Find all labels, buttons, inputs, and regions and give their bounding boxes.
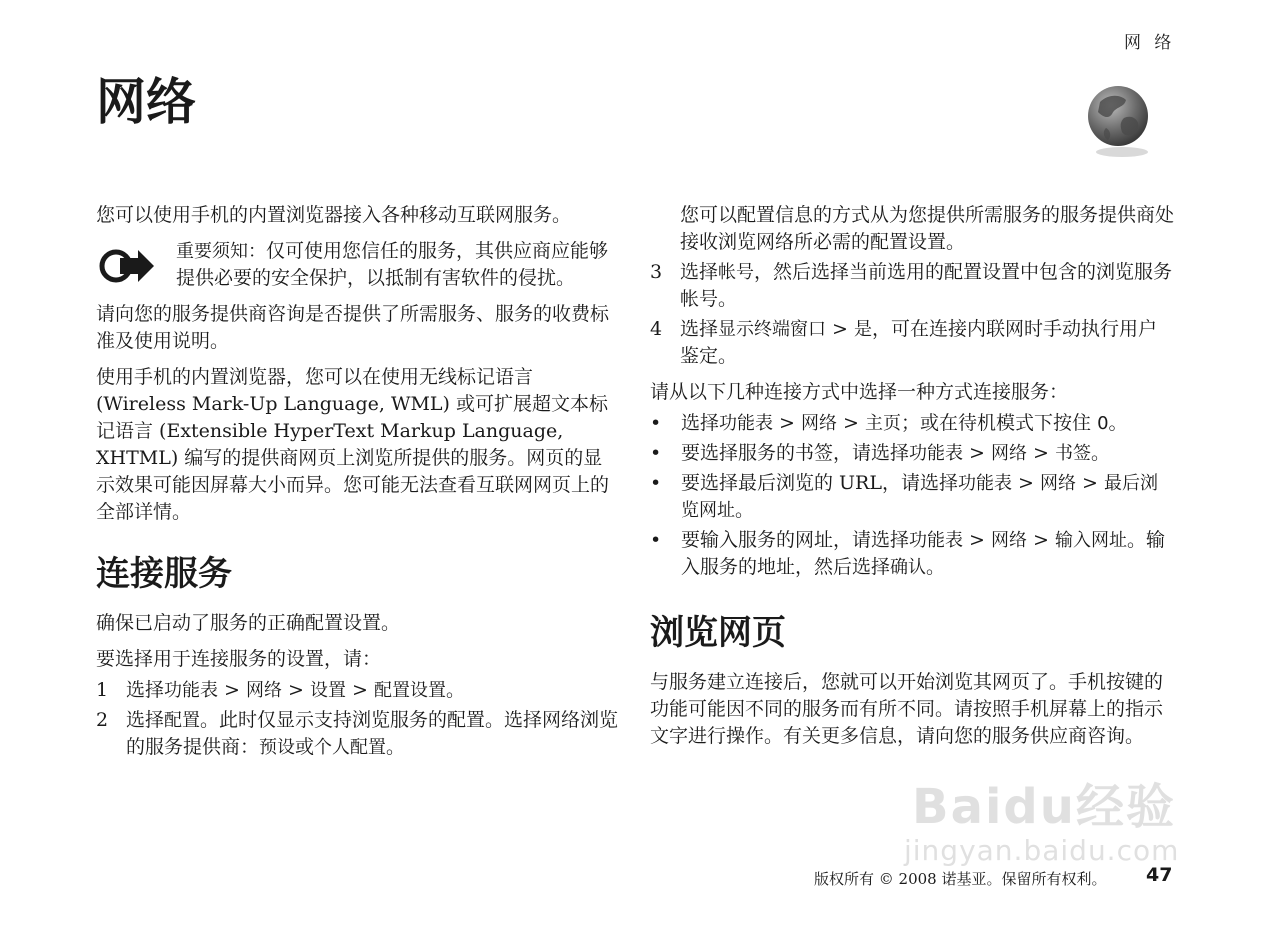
note-text: 仅可使用您信任的服务，其供应商应能够提供必要的安全保护，以抵制有害软件的侵扰。 [176, 240, 609, 289]
step-text: 选择 [126, 679, 165, 701]
bullet-mark: • [650, 472, 662, 494]
step-text: 。此时仅显示支持浏览服务的配置。选择网络浏览的服务提供商： [126, 709, 619, 758]
note-label: 重要须知： [176, 241, 266, 262]
menu-term: 网络 [801, 413, 838, 434]
menu-term: 网络 [1039, 473, 1076, 494]
list-item [650, 440, 1174, 467]
item-text: 。 [1091, 442, 1111, 464]
separator: > [1027, 529, 1056, 551]
step-text: 。 [446, 679, 466, 701]
item-text: 选择 [681, 412, 720, 434]
watermark-logo: Baidu经验 [912, 779, 1176, 835]
bullet-mark: • [650, 412, 662, 434]
connect-paragraph-2: 要选择用于连接服务的设置，请： [96, 648, 382, 670]
left-column [96, 202, 620, 764]
menu-term: 功能表 [909, 443, 964, 464]
menu-term: 最后浏览网址 [681, 473, 1158, 521]
step-text: ，可在连接内联网时手动执行用户鉴定。 [680, 318, 1158, 367]
menu-term: 功能表 [719, 413, 774, 434]
item-text: 要输入服务的网址，请选择 [681, 529, 910, 551]
item-text: 。输入服务的地址，然后选择 [681, 529, 1166, 578]
menu-term: 配置设置 [374, 680, 447, 701]
section-heading-browse: 浏览网页 [650, 613, 786, 653]
menu-term: 功能表 [164, 680, 219, 701]
item-text: 。 [735, 499, 755, 521]
separator: > [1011, 472, 1040, 494]
page-number: 47 [1146, 864, 1173, 886]
footer-copyright: 版权所有 © 2008 诺基亚。保留所有权利。 [814, 870, 1107, 888]
item-text: 。 [926, 556, 946, 578]
separator: > [963, 442, 992, 464]
connect-paragraph-1: 确保已启动了服务的正确配置设置。 [96, 612, 401, 634]
step-text: 选择 [680, 261, 719, 283]
separator: > [282, 679, 311, 701]
step-3 [650, 259, 1174, 313]
section-heading-connect: 连接服务 [96, 554, 232, 594]
list-item [650, 410, 1174, 437]
step-text: 。 [386, 736, 406, 758]
right-column [650, 202, 1174, 759]
item-text: 。 [1108, 412, 1128, 434]
step-text: 选择 [126, 709, 165, 731]
key-term: 0 [1097, 413, 1109, 434]
menu-term: 预设 [259, 737, 296, 758]
item-text: 要选择最后浏览的 URL，请选择 [681, 472, 958, 494]
menu-term: 主页 [865, 413, 902, 434]
browser-paragraph: 使用手机的内置浏览器，您可以在使用无线标记语言 (Wireless Mark-Up Language, WML) 或可扩展超文本标记语言 (Extensible HyperText Markup Language, XHTML) 编写的提供商网页上浏览所提供的服务。网页的显示效果可能因屏幕大小而异。您可能无法查看互联网网页上的全部详情。 [96, 366, 610, 523]
important-note-icon [98, 246, 156, 294]
continued-paragraph: 您可以配置信息的方式从为您提供所需服务的服务提供商处接收浏览网络所必需的配置设置。 [680, 204, 1175, 253]
menu-term: 书签 [1055, 443, 1092, 464]
menu-term: 设置 [310, 680, 347, 701]
item-text: 要选择服务的书签，请选择 [681, 442, 910, 464]
menu-term: 帐号 [718, 262, 755, 283]
header-section-label: 网 络 [1124, 33, 1176, 53]
list-item [650, 470, 1174, 524]
step-4 [650, 316, 1174, 370]
intro-paragraph: 您可以使用手机的内置浏览器接入各种移动互联网服务。 [96, 204, 572, 226]
step-1 [96, 677, 620, 704]
menu-term: 功能表 [909, 530, 964, 551]
menu-term: 网络 [991, 443, 1028, 464]
chapter-title: 网络 [96, 72, 196, 131]
separator: > [826, 318, 855, 340]
bullet-mark: • [650, 442, 662, 464]
step-number: 2 [96, 709, 109, 731]
menu-term: 是 [854, 319, 873, 340]
step-number: 4 [650, 318, 663, 340]
step-number: 1 [96, 679, 109, 701]
separator: > [1027, 442, 1056, 464]
separator: > [1075, 472, 1104, 494]
important-note [96, 238, 620, 292]
step-text: 选择 [680, 318, 719, 340]
menu-term: 网络 [991, 530, 1028, 551]
step-text: 或 [295, 736, 315, 758]
step-2 [96, 707, 620, 761]
connect-ways-paragraph: 请从以下几种连接方式中选择一种方式连接服务： [650, 381, 1069, 403]
separator: > [837, 412, 866, 434]
menu-term: 网络 [246, 680, 283, 701]
step-text: ，然后选择当前选用的配置设置中包含的浏览服务帐号。 [680, 261, 1173, 310]
watermark-url: jingyan.baidu.com [904, 834, 1180, 867]
item-text: ；或在待机模式下按住 [901, 412, 1098, 434]
menu-term: 配置 [164, 710, 201, 731]
menu-term: 显示终端窗口 [718, 319, 827, 340]
step-number: 3 [650, 261, 663, 283]
menu-term: 个人配置 [314, 737, 387, 758]
globe-icon [1080, 80, 1160, 164]
menu-term: 输入网址 [1055, 530, 1128, 551]
menu-term: 功能表 [957, 473, 1012, 494]
browse-paragraph: 与服务建立连接后，您就可以开始浏览其网页了。手机按键的功能可能因不同的服务而有所不同。请按照手机屏幕上的指示文字进行操作。有关更多信息，请向您的服务供应商咨询。 [650, 671, 1164, 747]
list-item [650, 527, 1174, 581]
separator: > [346, 679, 375, 701]
separator: > [963, 529, 992, 551]
separator: > [218, 679, 247, 701]
bullet-mark: • [650, 529, 662, 551]
separator: > [773, 412, 802, 434]
menu-term: 确认 [890, 557, 927, 578]
consult-paragraph: 请向您的服务提供商咨询是否提供了所需服务、服务的收费标准及使用说明。 [96, 303, 610, 352]
